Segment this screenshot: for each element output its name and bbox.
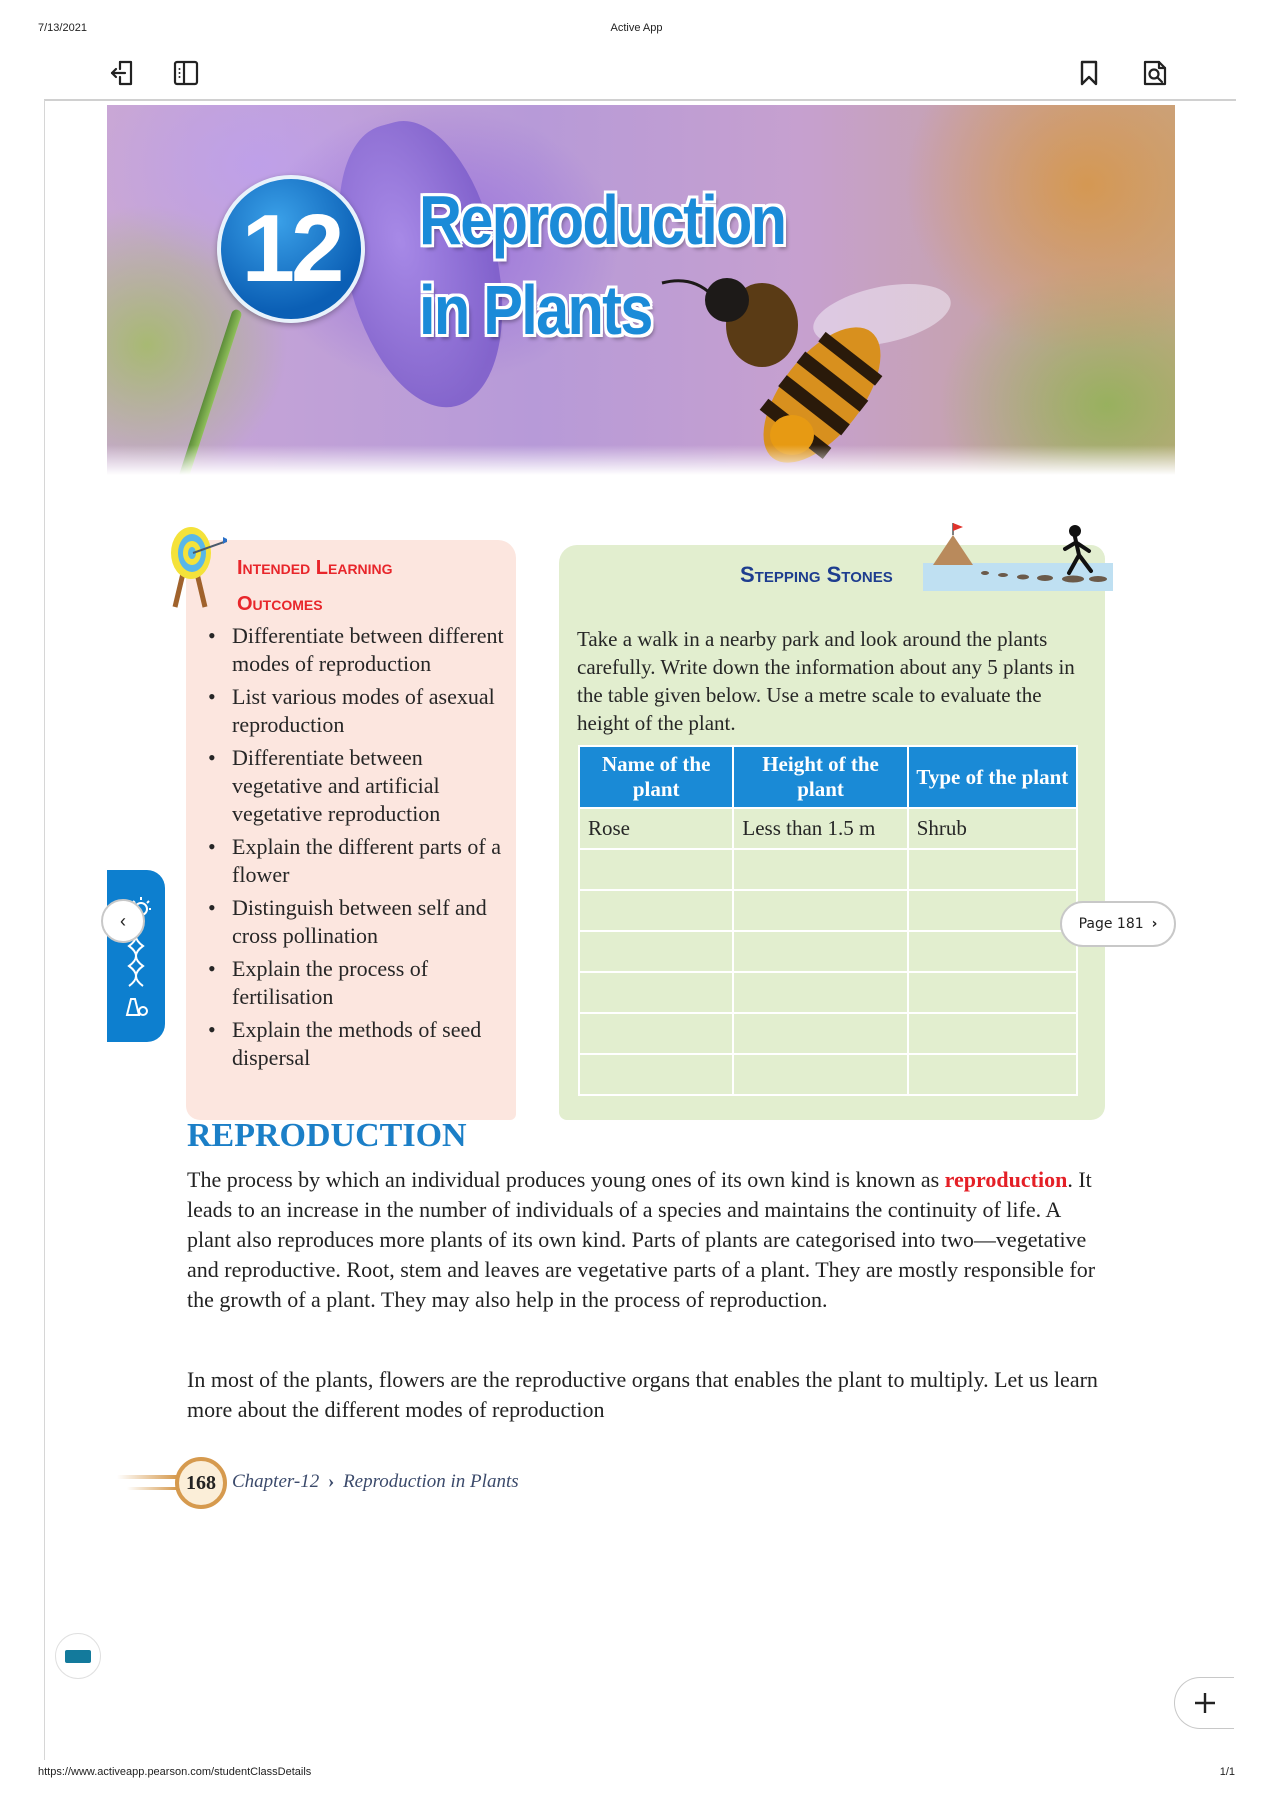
table-row	[579, 849, 1077, 890]
paragraph-text: . It leads to an increase in the number of individuals of a species and maintains the continuity of life. A plant also reproduces more plants of its own kind. Parts of plants are categorised into two—vegetative and reproductive. Root, stem and leaves are vegetative parts of a plant. They are mostly responsible for the growth of a plant. They may also help in the process of reproduction.	[187, 1167, 1096, 1312]
table-cell	[908, 849, 1077, 890]
chapter-breadcrumb	[232, 1471, 519, 1493]
chapter-title	[419, 175, 785, 355]
toolbar-divider	[44, 99, 1236, 101]
list-item: • Distinguish between self and cross pollination	[202, 894, 512, 950]
bookmark-button[interactable]	[1075, 58, 1103, 88]
search-document-button[interactable]	[1141, 58, 1169, 88]
table-cell	[579, 972, 733, 1013]
table-cell	[733, 931, 907, 972]
table-row	[579, 972, 1077, 1013]
chevron-right-icon: ›	[1151, 916, 1158, 932]
chevron-left-icon: ‹	[120, 910, 126, 931]
table-cell	[733, 849, 907, 890]
page-number-badge	[167, 1455, 229, 1515]
table-cell	[579, 931, 733, 972]
table-cell	[733, 1054, 907, 1095]
reader-toolbar	[0, 50, 1273, 100]
next-page-label: Page 181	[1078, 916, 1144, 932]
list-item: • List various modes of asexual reproduction	[202, 683, 512, 739]
learning-outcomes-list	[202, 622, 512, 1077]
table-row	[579, 808, 1077, 849]
table-cell	[908, 890, 1077, 931]
book-page	[107, 105, 1175, 1500]
table-header-row	[579, 746, 1077, 808]
search-document-icon	[1142, 59, 1168, 87]
learning-outcomes-title	[237, 550, 393, 622]
list-item: • Differentiate between vegetative and artificial vegetative reproduction	[202, 744, 512, 828]
paragraph-text: The process by which an individual produces young ones of its own kind is known as	[187, 1167, 945, 1192]
chapter-number-badge: 12	[217, 175, 365, 323]
table-cell	[579, 1054, 733, 1095]
learning-outcomes-title-line2: Outcomes	[237, 593, 323, 615]
table-cell	[579, 849, 733, 890]
table-cell: Less than 1.5 m	[733, 808, 907, 849]
next-page-button[interactable]	[1060, 901, 1176, 947]
table-cell	[908, 1013, 1077, 1054]
toggle-panel-button[interactable]	[172, 58, 200, 88]
target-arrow-icon	[167, 525, 227, 615]
badge-streak	[117, 1475, 177, 1479]
banner-fade	[107, 445, 1175, 475]
print-url: https://www.activeapp.pearson.com/studentClassDetails	[38, 1766, 312, 1778]
table-cell	[908, 1054, 1077, 1095]
table-cell	[908, 972, 1077, 1013]
table-cell: Rose	[579, 808, 733, 849]
exit-icon	[109, 59, 135, 87]
column-header: Type of the plant	[908, 746, 1077, 808]
table-cell	[733, 972, 907, 1013]
list-item: • Explain the methods of seed dispersal	[202, 1016, 512, 1072]
notes-icon	[65, 1650, 91, 1663]
breadcrumb-chapter: Chapter-12	[232, 1471, 320, 1492]
sidebar-panel-icon	[173, 59, 199, 87]
column-header: Height of the plant	[733, 746, 907, 808]
print-header	[0, 22, 1273, 38]
page-number: 168	[175, 1457, 227, 1509]
chapter-title-line1: Reproduction	[419, 181, 786, 259]
breadcrumb-chapter-title: Reproduction in Plants	[343, 1471, 519, 1492]
add-button[interactable]	[1174, 1677, 1234, 1729]
table-row	[579, 890, 1077, 931]
plant-observation-table	[578, 745, 1078, 1096]
table-cell	[908, 931, 1077, 972]
table-cell	[579, 890, 733, 931]
print-date: 7/13/2021	[38, 22, 87, 34]
notes-button[interactable]	[55, 1633, 101, 1679]
table-cell: Shrub	[908, 808, 1077, 849]
stepping-stones-illustration	[923, 523, 1113, 593]
table-cell	[733, 890, 907, 931]
list-item: • Explain the different parts of a flower	[202, 833, 512, 889]
breadcrumb-separator: ›	[327, 1471, 335, 1492]
section-heading: REPRODUCTION	[187, 1117, 467, 1154]
bookmark-icon	[1078, 59, 1100, 87]
chapter-banner	[107, 105, 1175, 475]
list-item: • Differentiate between different modes of reproduction	[202, 622, 512, 678]
table-cell	[733, 1013, 907, 1054]
resources-side-tab[interactable]	[107, 870, 165, 1042]
table-cell	[579, 1013, 733, 1054]
chapter-title-line2: in Plants	[419, 271, 652, 349]
list-item: • Explain the process of fertilisation	[202, 955, 512, 1011]
column-header: Name of the plant	[579, 746, 733, 808]
table-row	[579, 931, 1077, 972]
stepping-stones-title: Stepping Stones	[740, 562, 893, 587]
previous-page-button[interactable]	[101, 899, 145, 943]
exit-button[interactable]	[108, 58, 136, 88]
viewer-left-border	[44, 100, 45, 1760]
section-paragraph-2: In most of the plants, flowers are the reproductive organs that enables the plant to multiply. Let us learn more about the different modes of reproduction	[187, 1367, 1098, 1422]
print-title: Active App	[610, 22, 663, 34]
print-page-count: 1/1	[1219, 1766, 1235, 1778]
table-row	[579, 1054, 1077, 1095]
table-row	[579, 1013, 1077, 1054]
plus-icon	[1193, 1691, 1217, 1715]
keyword-highlight: reproduction	[944, 1167, 1068, 1192]
badge-streak	[127, 1487, 177, 1490]
stepping-stones-instructions: Take a walk in a nearby park and look around the plants carefully. Write down the information about any 5 plants in the table given below. Use a metre scale to evaluate the height of the plant.	[577, 627, 1075, 735]
learning-outcomes-title-line1: Intended Learning	[237, 557, 393, 579]
section-paragraph-1	[187, 1165, 1107, 1315]
